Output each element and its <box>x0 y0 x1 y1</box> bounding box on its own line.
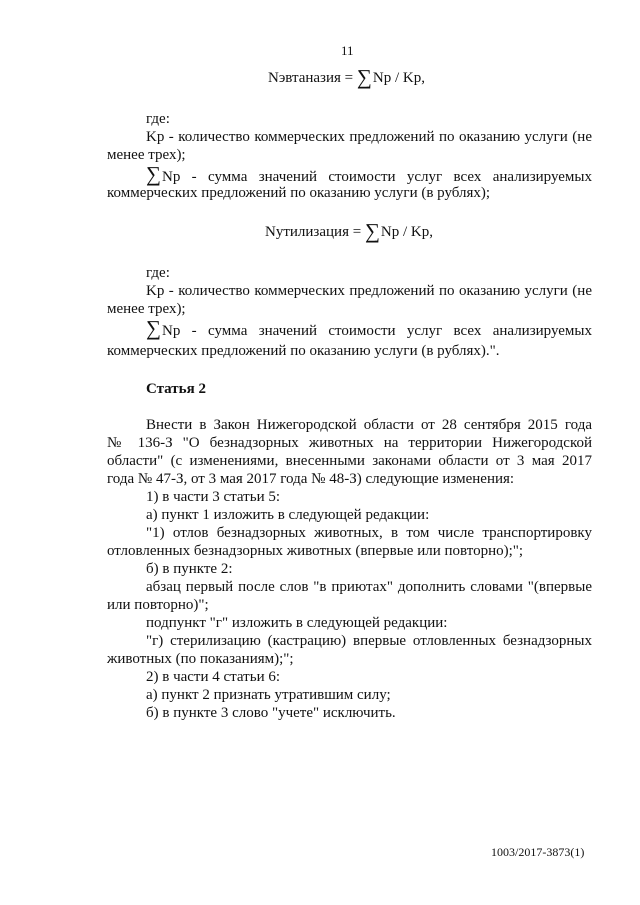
np-definition-line-2: коммерческих предложений по оказанию услуги (в рублях); <box>107 185 491 201</box>
article-line: а) пункт 1 изложить в следующей редакции: <box>146 507 430 523</box>
article-line: или повторно)"; <box>107 597 209 613</box>
sigma-icon: ∑ <box>364 219 380 243</box>
kp-definition-line-1: Kp - количество коммерческих предложений по оказанию услуги (не <box>146 129 592 145</box>
article-line: б) в пункте 3 слово "учете" исключить. <box>146 705 396 721</box>
np-definition-text: Np - сумма значений стоимости услуг всех анализируемых <box>161 323 592 339</box>
sigma-icon: ∑ <box>356 65 372 89</box>
article-line: 1) в части 3 статьи 5: <box>146 489 281 505</box>
formula-left: Nутилизация = <box>265 224 365 240</box>
article-heading: Статья 2 <box>146 381 206 397</box>
formula-euthanasia <box>268 65 425 89</box>
formula-utilization <box>265 219 434 243</box>
kp-definition-line-2b: менее трех); <box>107 301 186 317</box>
article-line: области" (с изменениями, внесенными законами области от 3 мая 2017 <box>107 453 592 469</box>
where-label-1: где: <box>146 111 170 127</box>
sigma-icon: ∑ <box>146 316 161 340</box>
article-line: года № 47-З, от 3 мая 2017 года № 48-З) следующие изменения: <box>107 471 515 487</box>
np-definition-line-2b: коммерческих предложений по оказанию услуги (в рублях).". <box>107 343 500 359</box>
article-line: "1) отлов безнадзорных животных, в том числе транспортировку <box>146 525 592 541</box>
article-line: подпункт "г" изложить в следующей редакции: <box>146 615 448 631</box>
article-line: "г) стерилизацию (кастрацию) впервые отловленных безнадзорных <box>146 633 592 649</box>
formula-right: Np / Kp, <box>372 70 425 86</box>
page-number: 11 <box>341 43 354 58</box>
np-definition-line-1 <box>146 162 592 186</box>
article-line: б) в пункте 2: <box>146 561 233 577</box>
np-definition-line-1b <box>146 316 592 340</box>
formula-right: Np / Kp, <box>380 224 434 240</box>
article-line: животных (по показаниям);"; <box>107 651 294 667</box>
article-line: № 136-З "О безнадзорных животных на территории Нижегородской <box>107 435 592 451</box>
sigma-icon: ∑ <box>146 162 161 186</box>
article-line: абзац первый после слов "в приютах" дополнить словами "(впервые <box>146 579 592 595</box>
article-line: а) пункт 2 признать утратившим силу; <box>146 687 391 703</box>
document-code: 1003/2017-3873(1) <box>491 845 585 859</box>
formula-left: Nэвтаназия = <box>268 70 357 86</box>
article-line: Внести в Закон Нижегородской области от 28 сентября 2015 года <box>146 417 592 433</box>
article-line: 2) в части 4 статьи 6: <box>146 669 281 685</box>
where-label-2: где: <box>146 265 170 281</box>
np-definition-text: Np - сумма значений стоимости услуг всех анализируемых <box>161 169 592 185</box>
article-line: отловленных безнадзорных животных (впервые или повторно);"; <box>107 543 524 559</box>
kp-definition-line-1b: Kp - количество коммерческих предложений по оказанию услуги (не <box>146 283 592 299</box>
kp-definition-line-2: менее трех); <box>107 147 186 163</box>
